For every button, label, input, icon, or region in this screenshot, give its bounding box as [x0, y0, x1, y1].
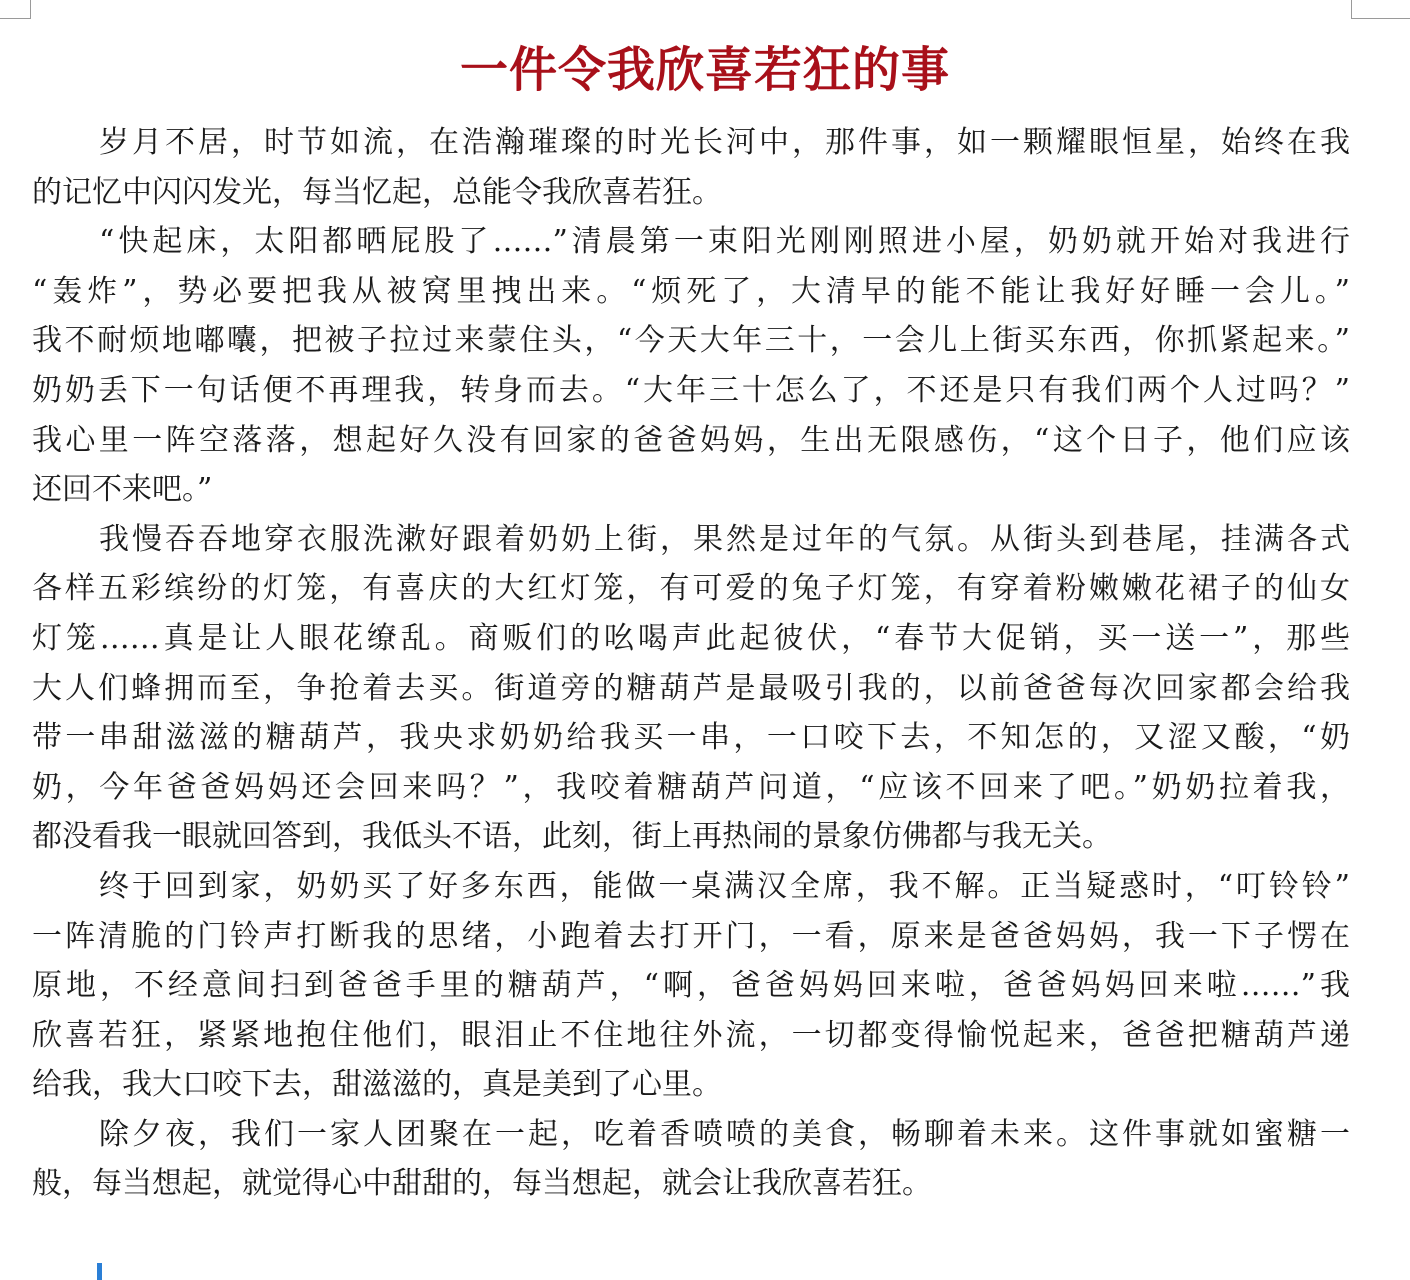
paragraph-line: 的记忆中闪闪发光，每当忆起，总能令我欣喜若狂。 — [32, 174, 722, 210]
page-corner-mark-right — [1351, 0, 1410, 19]
paragraph-line: 大人们蜂拥而至，争抢着去买。街道旁的糖葫芦是最吸引我的，以前爸爸每次回家都会给我 — [32, 670, 1350, 706]
page-corner-mark-left — [0, 0, 31, 19]
paragraph-line: 岁月不居，时节如流，在浩瀚璀璨的时光长河中，那件事，如一颗耀眼恒星，始终在我 — [99, 125, 1350, 160]
paragraph-line: 都没看我一眼就回答到，我低头不语，此刻，街上再热闹的景象仿佛都与我无关。 — [32, 819, 1112, 855]
paragraph-line: 灯笼……真是让人眼花缭乱。商贩们的吆喝声此起彼伏，“春节大促销，买一送一”，那些 — [32, 620, 1350, 656]
paragraph-line: 还回不来吧。” — [32, 472, 213, 508]
paragraph-line: 原地，不经意间扫到爸爸手里的糖葫芦，“啊，爸爸妈妈回来啦，爸爸妈妈回来啦……”我 — [32, 968, 1350, 1004]
paragraph-line: 我心里一阵空落落，想起好久没有回家的爸爸妈妈，生出无限感伤，“这个日子，他们应该 — [32, 422, 1350, 458]
paragraph-line: 给我，我大口咬下去，甜滋滋的，真是美到了心里。 — [32, 1067, 722, 1103]
document-body[interactable] — [32, 118, 1350, 1209]
paragraph-line: 奶奶丢下一句话便不再理我，转身而去。“大年三十怎么了，不还是只有我们两个人过吗？” — [32, 372, 1350, 408]
paragraph-line: 终于回到家，奶奶买了好多东西，能做一桌满汉全席，我不解。正当疑惑时，“叮铃铃” — [99, 868, 1350, 904]
paragraph — [32, 217, 1350, 515]
paragraph-line: 般，每当想起，就觉得心中甜甜的，每当想起，就会让我欣喜若狂。 — [32, 1166, 932, 1202]
paragraph-line: 一阵清脆的门铃声打断我的思绪，小跑着去打开门，一看，原来是爸爸妈妈，我一下子愣在 — [32, 918, 1350, 954]
paragraph-line: 各样五彩缤纷的灯笼，有喜庆的大红灯笼，有可爱的兔子灯笼，有穿着粉嫩嫩花裙子的仙女 — [32, 571, 1350, 607]
paragraph-line: “轰炸”，势必要把我从被窝里拽出来。“烦死了，大清早的能不能让我好好睡一会儿。” — [32, 273, 1350, 309]
paragraph — [32, 118, 1350, 217]
paragraph-line: 欣喜若狂，紧紧地抱住他们，眼泪止不住地往外流，一切都变得愉悦起来，爸爸把糖葫芦递 — [32, 1017, 1350, 1053]
paragraph — [32, 862, 1350, 1110]
paragraph — [32, 1110, 1350, 1209]
document-title: 一件令我欣喜若狂的事 — [459, 42, 950, 98]
paragraph-line: 我不耐烦地嘟囔，把被子拉过来蒙住头，“今天大年三十，一会儿上街买东西，你抓紧起来。” — [32, 323, 1350, 359]
paragraph-line: “快起床，太阳都晒屁股了……”清晨第一束阳光刚刚照进小屋，奶奶就开始对我进行 — [99, 224, 1350, 260]
paragraph-line: 除夕夜，我们一家人团聚在一起，吃着香喷喷的美食，畅聊着未来。这件事就如蜜糖一 — [99, 1116, 1350, 1152]
paragraph-line: 我慢吞吞地穿衣服洗漱好跟着奶奶上街，果然是过年的气氛。从街头到巷尾，挂满各式 — [99, 521, 1350, 557]
paragraph-line: 带一串甜滋滋的糖葫芦，我央求奶奶给我买一串，一口咬下去，不知怎的，又涩又酸，“奶 — [32, 720, 1350, 756]
paragraph-line: 奶，今年爸爸妈妈还会回来吗？”，我咬着糖葫芦问道，“应该不回来了吧。”奶奶拉着我， — [32, 769, 1350, 805]
text-cursor — [97, 1263, 102, 1280]
paragraph — [32, 515, 1350, 862]
